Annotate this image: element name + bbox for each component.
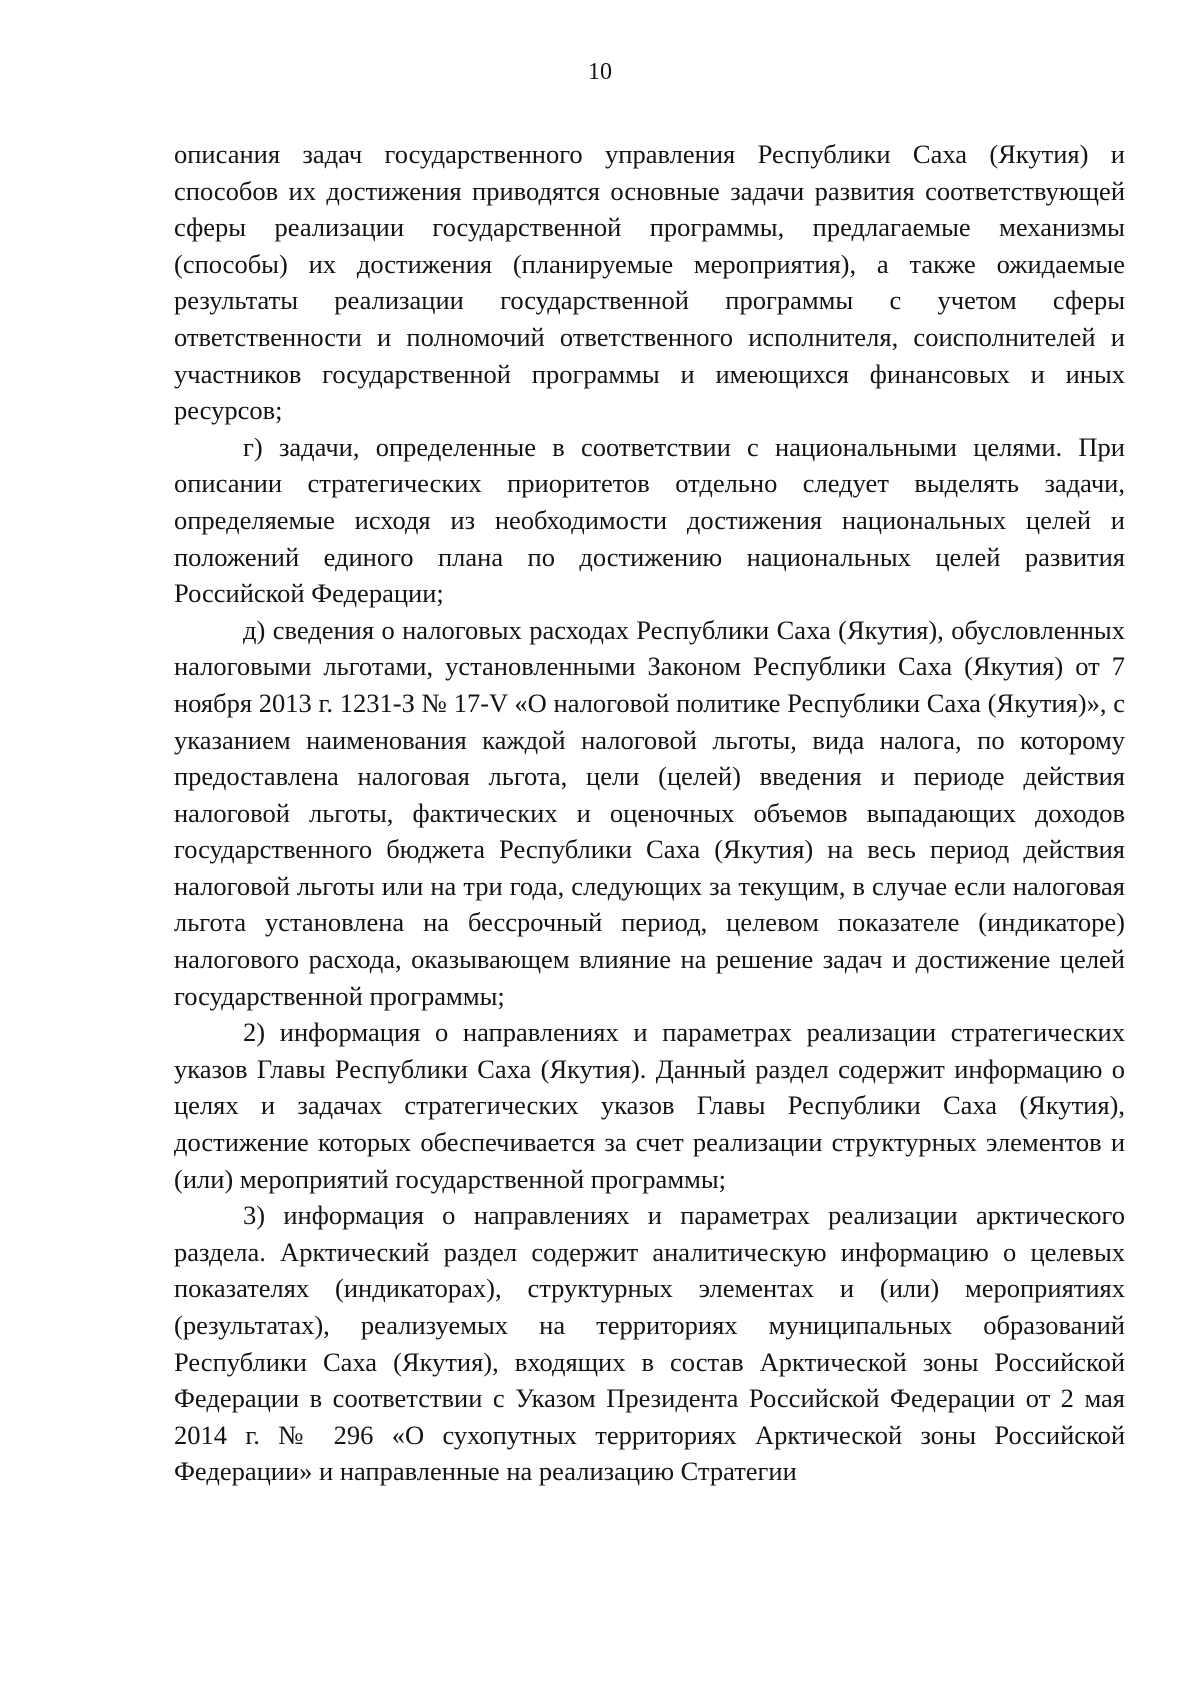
paragraph-item-3: 3) информация о направлениях и параметрах реализации арктического раздела. Арктический раздел содержит аналитическую информацию о целевых показателях (индикаторах), структурных элементах и (или) мероприятиях (результатах), реализуемых на территориях муниципальных образований Республики Саха (Якутия), входящих в состав Арктической зоны Российской Федерации в соответствии с Указом Президента Российской Федерации от 2 мая 2014 г. № 296 «О сухопутных территориях Арктической зоны Российской Федерации» и направленные на реализацию Стратегии — [174, 1200, 1125, 1487]
paragraph-continuation: описания задач государственного управления Республики Саха (Якутия) и способов их достижения приводятся основные задачи развития соответствующей сферы реализации государственной программы, предлагаемые механизмы (способы) их достижения (планируемые мероприятия), а также ожидаемые результаты реализации государственной программы с учетом сферы ответственности и полномочий ответственного исполнителя, соисполнителей и участников государственной программы и имеющихся финансовых и иных ресурсов; — [174, 139, 1125, 426]
page-number: 10 — [588, 59, 612, 85]
body-text — [174, 136, 1125, 1490]
paragraph-item-2: 2) информация о направлениях и параметрах реализации стратегических указов Главы Республики Саха (Якутия). Данный раздел содержит информацию о целях и задачах стратегических указов Главы Республики Саха (Якутия), достижение которых обеспечивается за счет реализации структурных элементов и (или) мероприятий государственной программы; — [174, 1017, 1125, 1194]
paragraph-item-d: д) сведения о налоговых расходах Республики Саха (Якутия), обусловленных налоговыми льготами, установленными Законом Республики Саха (Якутия) от 7 ноября 2013 г. 1231-З № 17-V «О налоговой политике Республики Саха (Якутия)», с указанием наименования каждой налоговой льготы, вида налога, по которому предоставлена налоговая льгота, цели (целей) введения и периоде действия налоговой льготы, фактических и оценочных объемов выпадающих доходов государственного бюджета Республики Саха (Якутия) на весь период действия налоговой льготы или на три года, следующих за текущим, в случае если налоговая льгота установлена на бессрочный период, целевом показателе (индикаторе) налогового расхода, оказывающем влияние на решение задач и достижение целей государственной программы; — [174, 614, 1125, 1011]
paragraph-item-g: г) задачи, определенные в соответствии с национальными целями. При описании стратегических приоритетов отдельно следует выделять задачи, определяемые исходя из необходимости достижения национальных целей и положений единого плана по достижению национальных целей развития Российской Федерации; — [174, 431, 1125, 609]
